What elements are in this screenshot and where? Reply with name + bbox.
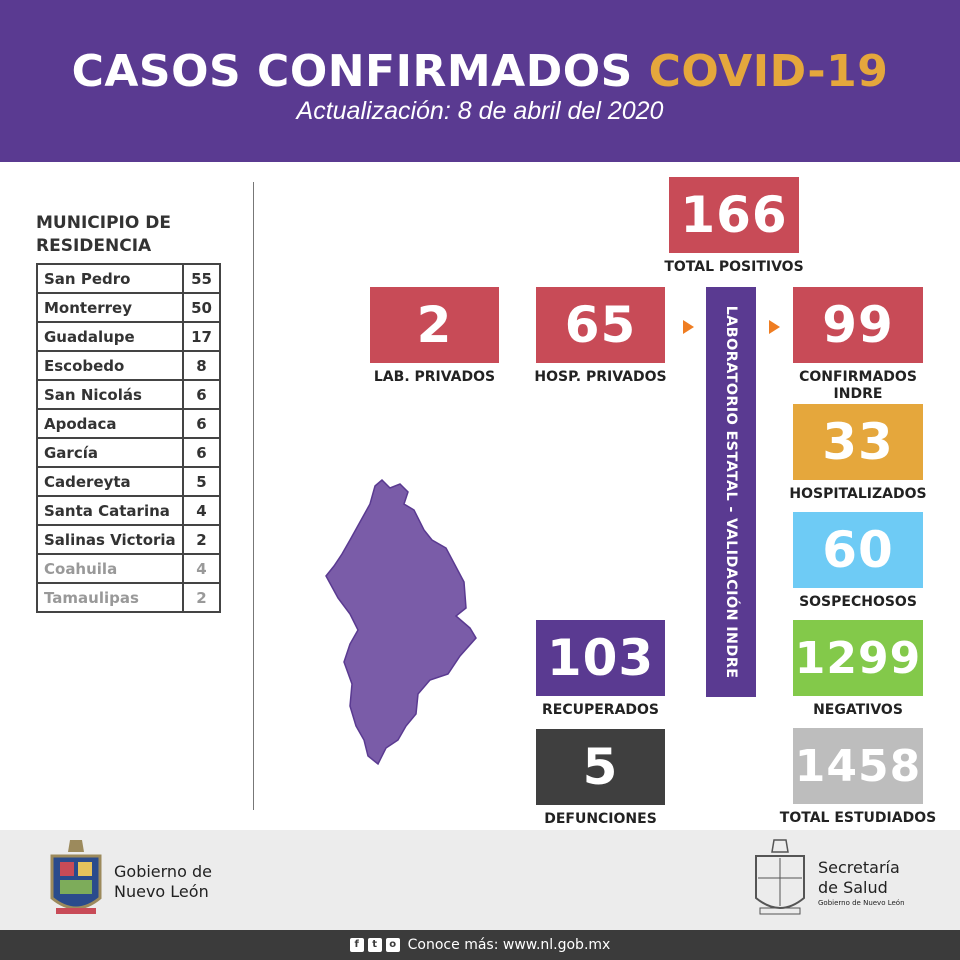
stat-sospechosos [793,512,923,610]
municipality-table [36,263,221,613]
municipality-count: 55 [183,264,220,293]
table-row [37,438,220,467]
municipality-name: Escobedo [37,351,183,380]
municipality-count: 6 [183,380,220,409]
stat-hosp-privados [534,287,667,385]
stat-negativos [793,620,923,718]
gobierno-nl-label [114,862,212,902]
vertical-divider [253,182,254,810]
municipality-name: San Pedro [37,264,183,293]
arrow-icon [769,320,780,334]
table-row [37,467,220,496]
municipality-count: 2 [183,525,220,554]
stat-box [536,287,665,363]
stat-hospitalizados [789,404,927,502]
stat-total-positivos [664,177,804,275]
municipality-title [36,212,236,258]
stat-box [669,177,799,253]
stat-value: 166 [680,186,788,244]
title-main: CASOS CONFIRMADOS [71,46,649,97]
municipality-count: 6 [183,438,220,467]
stat-label-line1: CONFIRMADOS [799,369,917,385]
stat-confirmados-indre [793,287,923,402]
stat-box [793,728,923,804]
municipality-count: 4 [183,554,220,583]
title-accent: COVID-19 [648,46,889,97]
stat-value: 33 [822,413,894,471]
table-row [37,293,220,322]
header [0,0,960,162]
stat-box [793,620,923,696]
update-date: Actualización: 8 de abril del 2020 [296,97,664,125]
stat-label: TOTAL ESTUDIADOS [779,810,937,826]
stat-value: 1458 [794,740,922,792]
page-title [0,46,960,97]
municipality-name: Salinas Victoria [37,525,183,554]
stat-box [536,729,665,805]
gobierno-line1: Gobierno de [114,862,212,881]
municipality-count: 8 [183,351,220,380]
municipality-count: 5 [183,467,220,496]
municipality-name: Tamaulipas [37,583,183,612]
facebook-icon[interactable]: f [350,938,364,952]
stat-value: 65 [564,296,637,354]
instagram-icon[interactable]: o [386,938,400,952]
stat-lab-privados [370,287,499,385]
stat-defunciones [536,729,665,827]
table-row [37,322,220,351]
social-icons [350,938,400,952]
municipality-name: Santa Catarina [37,496,183,525]
stat-label: HOSP. PRIVADOS [534,369,667,385]
stat-box [370,287,499,363]
municipality-count: 50 [183,293,220,322]
stat-value: 5 [582,738,619,796]
salud-line1: Secretaría [818,858,900,877]
municipality-title-line1: MUNICIPIO DE [36,213,171,233]
secretaria-salud-seal-icon [752,838,808,922]
municipality-count: 4 [183,496,220,525]
stat-label: LAB. PRIVADOS [373,369,496,385]
secretaria-salud-label [818,858,905,908]
twitter-icon[interactable]: t [368,938,382,952]
footer-bar [0,930,960,960]
municipality-title-line2: RESIDENCIA [36,236,152,256]
stat-value: 60 [822,521,894,579]
stat-label: SOSPECHOSOS [799,594,917,610]
website-link[interactable]: Conoce más: www.nl.gob.mx [407,937,611,953]
municipality-name: García [37,438,183,467]
municipality-name: Coahuila [37,554,183,583]
stat-label: TOTAL POSITIVOS [664,259,804,275]
nuevo-leon-coat-of-arms-icon [48,838,104,922]
stat-box [793,404,923,480]
municipality-count: 17 [183,322,220,351]
stat-label: DEFUNCIONES [544,811,657,827]
gobierno-line2: Nuevo León [114,882,209,901]
stat-value: 2 [416,296,453,354]
stat-box [536,620,665,696]
stat-value: 99 [822,296,894,354]
stat-label [763,369,953,403]
table-row [37,525,220,554]
table-row [37,583,220,612]
stat-value: 103 [546,629,655,687]
stat-label: RECUPERADOS [541,702,660,718]
stat-value: 1299 [794,632,922,684]
municipality-name: Monterrey [37,293,183,322]
stat-label: HOSPITALIZADOS [789,486,927,502]
table-row [37,496,220,525]
municipality-name: San Nicolás [37,380,183,409]
table-row [37,409,220,438]
municipality-count: 2 [183,583,220,612]
stat-recuperados [536,620,665,718]
nuevo-leon-map-icon [320,478,480,768]
municipality-name: Apodaca [37,409,183,438]
stat-label: NEGATIVOS [813,702,903,718]
arrow-icon [683,320,694,334]
lab-estatal-label: LABORATORIO ESTATAL - VALIDACIÓN INDRE [723,305,739,679]
table-row [37,380,220,409]
table-row [37,554,220,583]
table-row [37,264,220,293]
stat-label-line2: INDRE [833,386,883,402]
municipality-name: Cadereyta [37,467,183,496]
salud-line2: de Salud [818,878,888,897]
stat-box [793,512,923,588]
municipality-name: Guadalupe [37,322,183,351]
stat-total-estudiados [779,728,937,826]
table-row [37,351,220,380]
municipality-count: 6 [183,409,220,438]
stat-box [793,287,923,363]
salud-sub: Gobierno de Nuevo León [818,899,905,907]
